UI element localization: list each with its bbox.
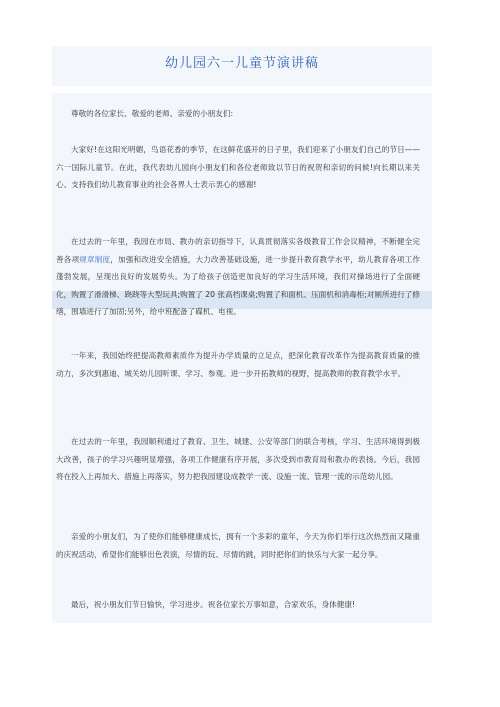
- paragraph-2-text-a: 在过去的一年里，我园在市局、教办的亲切指导下，认真贯彻落实各级教育工作会议精神，不断健全完善各项: [56, 237, 420, 264]
- page-title: 幼儿园六一儿童节演讲稿: [164, 56, 319, 71]
- paragraph-5: 亲爱的小朋友们，为了使你们能够健康成长，拥有一个多彩的童年，今天为你们举行这次热烈而又隆重的庆祝活动，希望你们能够出色表演，尽情的玩、尽情的跳，同时把你们的快乐与大家一起分享。: [56, 532, 420, 559]
- document-body: [52, 93, 432, 623]
- rules-link[interactable]: 规章制度: [79, 254, 111, 264]
- paragraph-3: 一年来，我园始终把提高教师素质作为提升办学质量的立足点，把深化教育改革作为提高教育质量的推动力，多次到惠迪、城关幼儿园听课、学习、参观。进一步开拓教师的视野，提高教师的教育教学水平。: [56, 351, 420, 378]
- paragraph-2: [52, 233, 432, 321]
- paragraph-2-text-b: ，加强和改进安全措施，大力改善基础设施，进一步提升教育教学水平，幼儿教育各项工作蓬勃发展，呈现出良好的发展势头。为了给孩子创造更加良好的学习生活环境，我们对操场进行了全面硬化，购置了滑滑梯、跷跷等大型玩具;购置了 20 张高档课桌;购置了和面机、压面机和消毒柜;对厕所进行了修缮，围墙进行了加固;另外，给中班配备了碟机、电视。: [56, 254, 421, 316]
- greeting-line: 尊敬的各位家长、敬爱的老师、亲爱的小朋友们:: [71, 109, 234, 118]
- paragraph-4: 在过去的一年里，我园顺利通过了教育、卫生、城建、公安等部门的联合考核，学习、生活环境得到极大改善，孩子的学习兴趣明显增强，各项工作健康有序开展，多次受到市教育局和教办的表扬。今后，我园将在投入上再加大、措施上再落实，努力把我园建设成教学一流、设施一流、管理一流的示范幼儿园。: [56, 437, 420, 481]
- paragraph-1: 大家好!在这阳光明媚，鸟语花香的季节，在这鲜花盛开的日子里，我们迎来了小朋友们自己的节日——六一国际儿童节。在此，我代表幼儿园向小朋友们和各位老师致以节日的祝贺和亲切的问候!向长期以来关心、支持我们幼儿教育事业的社会各界人士表示衷心的感谢!: [56, 145, 420, 189]
- paragraph-6: 最后，祝小朋友们节日愉快，学习进步。祝各位家长万事如意，合家欢乐，身体健康!: [71, 600, 356, 609]
